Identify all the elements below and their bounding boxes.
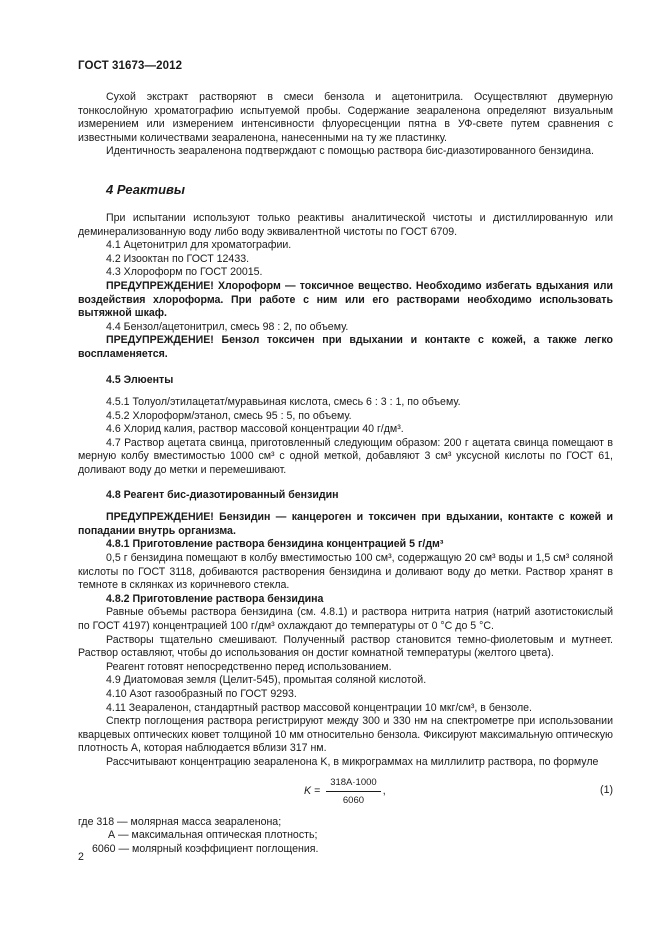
spectrum-paragraph: Спектр поглощения раствора регистрируют между 300 и 330 нм на спектрометре при использовании кварцевых оптических кювет толщиной 10 мм относительно бензола. Фиксируют максимальную оптическую плотность А, которая наблюдается вблизи 317 нм.: [78, 715, 613, 755]
section-4-title: 4 Реактивы: [106, 181, 186, 197]
item-4-10: 4.10 Азот газообразный по ГОСТ 9293.: [106, 687, 297, 700]
document-body: [78, 91, 613, 856]
formula-1: [78, 774, 613, 814]
subsection-4-8-1-title: 4.8.1 Приготовление раствора бензидина концентрацией 5 г/дм³: [106, 538, 444, 551]
formula-number: (1): [600, 783, 613, 796]
warning-benzene: ПРЕДУПРЕЖДЕНИЕ! Бензол токсичен при вдыхании и контакте с кожей, а также легко воспламеняется.: [78, 334, 613, 360]
item-4-2: 4.2 Изооктан по ГОСТ 12433.: [106, 252, 250, 265]
formula-numerator: 318A·1000: [326, 776, 380, 793]
legend-line-6060: 6060 — молярный коэффициент поглощения.: [92, 842, 319, 855]
item-4-9: 4.9 Диатомовая земля (Целит-545), промытая соляной кислотой.: [106, 674, 427, 687]
paragraph-4-8-2-c: Реагент готовят непосредственно перед использованием.: [106, 660, 392, 673]
paragraph-4-8-2-a: Равные объемы раствора бензидина (см. 4.8.1) и раствора нитрита натрия (натрий азотистокислый по ГОСТ 4197) концентрацией 100 г/дм³ охлаждают до температуры от 0 °С до 5 °С.: [78, 606, 613, 632]
paragraph-4-8-1: 0,5 г бензидина помещают в колбу вместимостью 100 см³, содержащую 20 см³ воды и 1,5 см³ соляной кислоты по ГОСТ 3118, добиваются растворения бензидина и доливают воду до метки. Раствор хранят в темноте в склянках из коричневого стекла.: [78, 552, 613, 592]
section-4-8-title: 4.8 Реагент бис-диазотированный бензидин: [106, 488, 339, 501]
formula-expression: [304, 776, 386, 808]
item-4-5-1: 4.5.1 Толуол/этилацетат/муравьиная кислота, смесь 6 : 3 : 1, по объему.: [106, 396, 461, 409]
warning-benzidine: ПРЕДУПРЕЖДЕНИЕ! Бензидин — канцероген и токсичен при вдыхании, контакте с кожей и попадании внутрь организма.: [78, 511, 613, 537]
intro-paragraph-1: Сухой экстракт растворяют в смеси бензола и ацетонитрила. Осуществляют двумерную тонкослойную хроматографию испытуемой пробы. Содержание зеараленона определяют визуальным измерением или измерением интенсивности флуоресценции пятна в УФ-свете путем сравнения с известными количествами зеараленона, нанесенными на ту же пластинку.: [78, 91, 613, 144]
legend-line-A: А — максимальная оптическая плотность;: [108, 829, 318, 842]
calculation-paragraph: Рассчитывают концентрацию зеараленона K, в микрограммах на миллилитр раствора, по формуле: [106, 755, 599, 768]
page-number: 2: [78, 851, 84, 863]
standard-header: ГОСТ 31673—2012: [78, 60, 183, 72]
formula-lhs: K =: [304, 784, 321, 797]
item-4-4: 4.4 Бензол/ацетонитрил, смесь 98 : 2, по объему.: [106, 320, 349, 333]
reagents-intro: При испытании используют только реактивы аналитической чистоты и дистиллированную или деминерализованную воду либо воду эквивалентной чистоты по ГОСТ 6709.: [78, 211, 613, 238]
subsection-4-8-2-title: 4.8.2 Приготовление раствора бензидина: [106, 592, 324, 605]
item-4-11: 4.11 Зеараленон, стандартный раствор массовой концентрации 10 мкг/см³, в бензоле.: [106, 701, 532, 714]
paragraph-4-8-2-b: Растворы тщательно смешивают. Полученный раствор становится темно-фиолетовым и мутнеет. Раствор оставляют, чтобы до использования он достиг комнатной температуры (желтого цвета).: [78, 633, 613, 660]
item-4-3: 4.3 Хлороформ по ГОСТ 20015.: [106, 266, 263, 279]
intro-paragraph-2: Идентичность зеараленона подтверждают с помощью раствора бис-диазотированного бензидина.: [106, 145, 594, 158]
formula-legend: [78, 816, 613, 857]
formula-denominator: 6060: [342, 795, 365, 807]
formula-comma: ,: [382, 784, 386, 797]
item-4-6: 4.6 Хлорид калия, раствор массовой концентрации 40 г/дм³.: [106, 423, 404, 436]
item-4-5-2: 4.5.2 Хлороформ/этанол, смесь 95 : 5, по объему.: [106, 409, 352, 422]
formula-fraction: [326, 776, 380, 808]
item-4-1: 4.1 Ацетонитрил для хроматографии.: [106, 239, 292, 252]
item-4-7: 4.7 Раствор ацетата свинца, приготовленный следующим образом: 200 г ацетата свинца помещают в мерную колбу вместимостью 1000 см³ с одной меткой, добавляют 3 см³ уксусной кислоты по ГОСТ 61, доливают воду до метки и перемешивают.: [78, 436, 613, 477]
section-4-5-title: 4.5 Элюенты: [106, 373, 174, 386]
legend-line-318: где 318 — молярная масса зеараленона;: [78, 815, 282, 828]
warning-chloroform: ПРЕДУПРЕЖДЕНИЕ! Хлороформ — токсичное вещество. Необходимо избегать вдыхания или воздействия хлороформа. При работе с ним или его растворами необходимо использовать вытяжной шкаф.: [78, 279, 613, 320]
